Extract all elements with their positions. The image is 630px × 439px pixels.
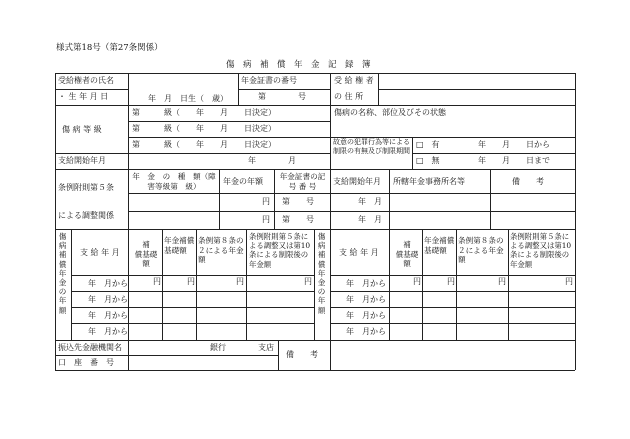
restriction-no-checkbox[interactable]: □ 無 <box>416 156 440 165</box>
cert-number-2: 第 号 <box>282 215 314 224</box>
birth-date-value: 年 月 日生（ 歳） <box>148 94 228 103</box>
start-month-value: 年 月 <box>248 156 296 165</box>
address-label: の 住 所 <box>334 92 364 101</box>
grade-line-2: 第 級（ 年 月 日決定） <box>132 124 276 133</box>
injury-name-label: 傷病の名称、部位及びその状態 <box>334 108 446 117</box>
adjusted-amount-header-right: 条例附則第５条による調整又は第10条による制限後の年金額 <box>510 232 572 269</box>
account-number-label: 口 座 番 号 <box>58 358 114 367</box>
month-from-right-3: 年 月から <box>346 311 386 320</box>
month-from-left-4: 年 月から <box>88 327 128 336</box>
base-amount-header-left: 補 償基礎額 <box>134 240 165 268</box>
start-ym-2: 年 月 <box>358 215 382 224</box>
branch-suffix: 支店 <box>258 343 274 352</box>
pension-base-header-left: 年金補償基礎額 <box>164 236 195 255</box>
pension-base-header-right: 年金補償基礎額 <box>424 236 455 255</box>
amount-yen-2: 円 <box>262 215 270 224</box>
annual-yen-left: 円 <box>187 277 195 286</box>
adjusted-amount-header-left: 条例附則第５条による調整又は第10条による制限後の年金額 <box>249 232 311 269</box>
art8-amount-header-left: 条例第８条の２による年金額 <box>198 236 244 264</box>
month-from-left-1: 年 月から <box>88 279 128 288</box>
art8-yen-right: 円 <box>498 277 506 286</box>
remarks-header: 備 考 <box>512 177 544 186</box>
limit-yen-left: 円 <box>304 277 312 286</box>
payment-month-header-left: 支 給 年 月 <box>80 248 120 257</box>
month-from-right-4: 年 月から <box>346 327 386 336</box>
certificate-number-value: 第 号 <box>258 92 306 101</box>
form-number: 様式第18号（第27条関係） <box>56 43 163 53</box>
month-from-right-1: 年 月から <box>346 279 386 288</box>
disability-grade-label: 傷 病 等 級 <box>62 125 102 134</box>
annual-yen-right: 円 <box>447 277 455 286</box>
pension-office-header: 所轄年金事務所名等 <box>393 177 465 186</box>
grade-line-1: 第 級（ 年 月 日決定） <box>132 108 276 117</box>
bank-suffix: 銀行 <box>210 343 226 352</box>
restriction-from: 年 月 日から <box>478 140 550 149</box>
payment-month-header-right: 支 給 年 月 <box>339 248 379 257</box>
month-from-left-3: 年 月から <box>88 311 128 320</box>
grade-line-3: 第 級（ 年 月 日決定） <box>132 140 276 149</box>
start-ym-1: 年 月 <box>358 197 382 206</box>
base-yen-right: 円 <box>413 277 421 286</box>
month-from-left-2: 年 月から <box>88 295 128 304</box>
annual-amount-header: 年金の年額 <box>223 177 263 186</box>
birth-date-label: ・ 生 年 月 日 <box>58 92 109 101</box>
art8-yen-left: 円 <box>236 277 244 286</box>
bank-name-label: 振込先金融機関名 <box>58 343 122 352</box>
cert-number-1: 第 号 <box>282 197 314 206</box>
restriction-until: 年 月 日まで <box>478 156 550 165</box>
month-from-right-2: 年 月から <box>346 295 386 304</box>
recipient-label: 受 給 権 者 <box>334 76 374 85</box>
page-title: 傷 病 補 償 年 金 記 録 簿 <box>226 60 371 70</box>
restriction-label: 故意の犯罪行為等による制限の有無及び制限期間 <box>333 138 410 155</box>
bank-remarks-label: 備 考 <box>286 350 318 359</box>
pension-annual-side-label-right: 傷病補償年金の年額 <box>317 232 326 315</box>
payment-start-header: 支給開始年月 <box>333 177 381 186</box>
restriction-yes-checkbox[interactable]: □ 有 <box>416 140 440 149</box>
base-amount-header-right: 補 償基礎額 <box>395 240 426 268</box>
amount-yen-1: 円 <box>262 197 270 206</box>
adjustment-label-1: 条例附則第５条 <box>58 183 114 192</box>
start-month-label: 支給開始年月 <box>58 156 106 165</box>
recipient-name-label: 受給権者の氏名 <box>58 76 114 85</box>
base-yen-left: 円 <box>153 277 161 286</box>
adjustment-label-2: による調整関係 <box>58 211 114 220</box>
pension-annual-side-label-left: 傷病補償年金の年額 <box>58 232 67 315</box>
certificate-code-header: 年金証書の記 号 番 号 <box>279 172 326 191</box>
limit-yen-right: 円 <box>565 277 573 286</box>
art8-amount-header-right: 条例第８条の２による年金額 <box>458 236 504 264</box>
certificate-number-label: 年金証書の番号 <box>241 76 297 85</box>
pension-type-header: 年 金 の 種 類（障害等級第 級） <box>132 172 216 191</box>
